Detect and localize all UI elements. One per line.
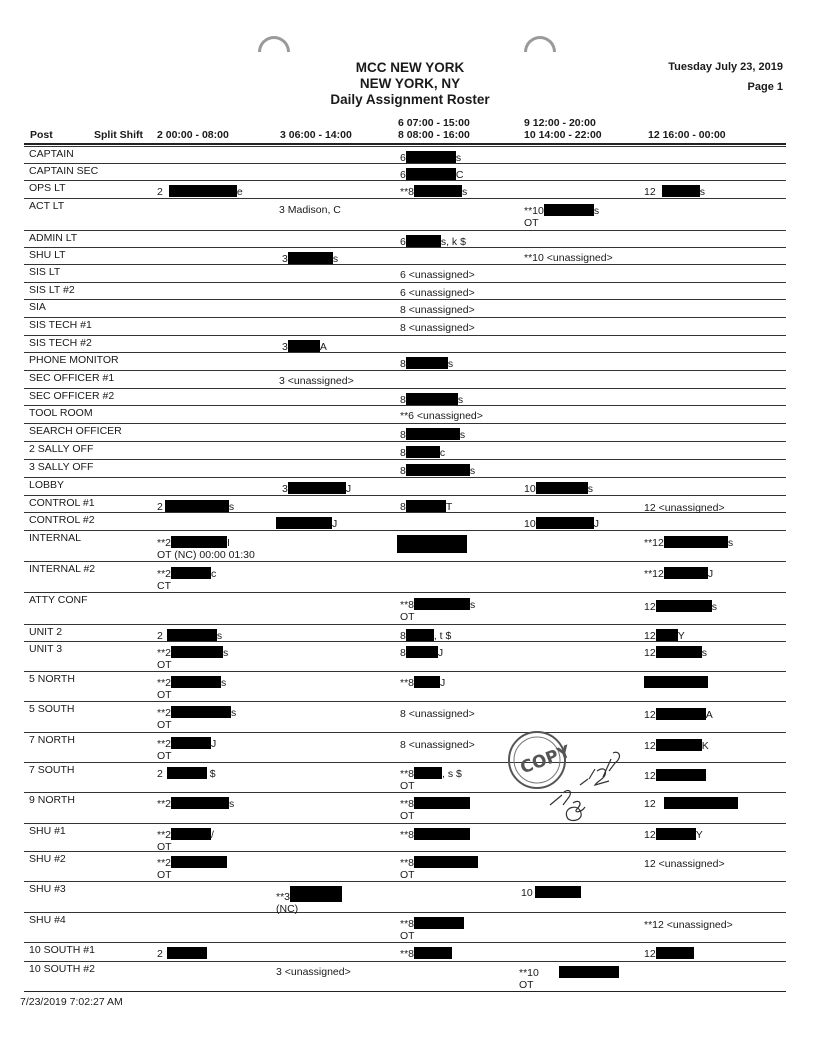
post-label: SHU LT (29, 249, 66, 261)
roster-row (24, 592, 786, 606)
shift-code: **8 (400, 948, 415, 960)
cell-unit3-8 (400, 646, 443, 659)
name-fragment: s (332, 253, 339, 265)
col-shift-6: 6 07:00 - 15:00 (398, 117, 470, 129)
cell-5north-8 (400, 676, 445, 689)
shift-code: **8 (400, 798, 415, 810)
post-label: SEARCH OFFICER (29, 425, 122, 437)
name-fragment: e (236, 186, 243, 198)
name-fragment: c (211, 568, 217, 580)
institution-location: NEW YORK, NY (359, 76, 461, 91)
cell-tool-6: **6 <unassigned> (400, 410, 483, 422)
name-fragment: A (319, 341, 327, 353)
cell-10south1-2 (157, 947, 207, 960)
shift-code: 8 (400, 630, 406, 642)
cell-shult-10: **10 <unassigned> (524, 252, 613, 264)
report-date: Tuesday July 23, 2019 (668, 61, 783, 73)
shift-code: **10 (519, 967, 539, 979)
name-fragment: J (345, 483, 352, 495)
cell-5north-2 (157, 676, 226, 701)
report-title: Daily Assignment Roster (330, 92, 490, 107)
cell-capsec-6 (400, 168, 463, 181)
shift-code: **12 (644, 537, 664, 549)
cell-10south2-10 (519, 966, 619, 991)
name-fragment: s (447, 358, 454, 370)
name-fragment: , s $ (442, 768, 462, 780)
cell-shu2-8 (400, 856, 478, 881)
cell-10south2-3: 3 <unassigned> (276, 966, 351, 978)
col-shift-2: 2 00:00 - 08:00 (157, 129, 229, 141)
cell-adminlt-6 (400, 235, 466, 248)
shift-code: 6 (400, 169, 406, 181)
cell-ctrl2-10 (524, 517, 599, 530)
name-fragment: $ (209, 768, 216, 780)
post-label: UNIT 2 (29, 626, 63, 638)
name-fragment: s (216, 630, 223, 642)
shift-code: **2 (157, 677, 172, 689)
cell-7north-8: 8 <unassigned> (400, 739, 475, 751)
cell-atty-12 (644, 600, 717, 613)
cell-lobby-10 (524, 482, 593, 495)
name-fragment: s (455, 152, 462, 164)
shift-code: **8 (400, 918, 415, 930)
cell-unit2-12 (644, 629, 685, 642)
col-shift-3: 3 06:00 - 14:00 (280, 129, 352, 141)
roster-row (24, 423, 786, 437)
post-label: ATTY CONF (29, 594, 88, 606)
overtime-flag: OT (400, 611, 415, 623)
overtime-flag: OT (400, 869, 415, 881)
shift-code: **10 (524, 205, 544, 217)
post-label: SHU #3 (29, 883, 66, 895)
overtime-flag: OT (400, 810, 415, 822)
name-fragment: / (211, 829, 214, 841)
cell-7north-2 (157, 737, 216, 762)
name-fragment: s (221, 677, 227, 689)
name-fragment: , t $ (433, 630, 452, 642)
roster-row (24, 146, 786, 160)
name-fragment: s (228, 501, 235, 513)
shift-code: 10 (524, 483, 536, 495)
shift-code: 12 (644, 770, 656, 782)
col-shift-9: 9 12:00 - 20:00 (524, 117, 596, 129)
name-fragment: J (211, 738, 217, 750)
shift-code: 2 (157, 186, 163, 198)
shift-code: 12 (644, 630, 656, 642)
post-label: 5 NORTH (29, 673, 75, 685)
shift-code: 12 (644, 709, 656, 721)
name-fragment: s (457, 394, 464, 406)
cell-shu2-2 (157, 856, 227, 881)
shift-code: 8 (400, 358, 406, 370)
cell-unit3-12 (644, 646, 707, 659)
roster-row (24, 388, 786, 402)
col-shift-8: 8 08:00 - 16:00 (398, 129, 470, 141)
post-label: INTERNAL #2 (29, 563, 96, 575)
overtime-flag: CT (157, 580, 171, 592)
cell-sally2-8 (400, 446, 445, 459)
overtime-flag: OT (524, 217, 539, 229)
col-shift-10: 10 14:00 - 22:00 (524, 129, 602, 141)
post-label: CAPTAIN (29, 148, 74, 160)
cell-shu2-12: 12 <unassigned> (644, 858, 725, 870)
cell-5south-12 (644, 708, 713, 721)
cell-shu4-8 (400, 917, 464, 942)
footer-rule (24, 991, 786, 992)
name-fragment: s (469, 465, 476, 477)
cell-unit2-8 (400, 629, 451, 642)
cell-sistech1-8: 8 <unassigned> (400, 322, 475, 334)
cell-search-8 (400, 428, 465, 441)
shift-code: 2 (157, 630, 163, 642)
cell-internal2-12 (644, 567, 713, 580)
non-contract-flag: (NC) (276, 903, 299, 915)
post-label: 9 NORTH (29, 794, 75, 806)
post-label: 5 SOUTH (29, 703, 75, 715)
shift-code: **3 (276, 891, 291, 903)
post-label: SHU #1 (29, 825, 66, 837)
name-fragment: s, k $ (440, 236, 466, 248)
shift-code: 12 (644, 829, 656, 841)
shift-code: **8 (400, 599, 415, 611)
roster-row (24, 441, 786, 455)
print-timestamp: 7/23/2019 7:02:27 AM (20, 996, 123, 1008)
cell-9north-8 (400, 797, 470, 822)
overtime-flag: OT (519, 979, 534, 991)
post-label: CONTROL #1 (29, 497, 95, 509)
shift-code: 12 (644, 740, 656, 752)
cell-actlt-3: 3 Madison, C (279, 204, 341, 216)
cell-secoff1-3: 3 <unassigned> (279, 375, 354, 387)
name-fragment: A (705, 709, 713, 721)
cell-shu4-12: **12 <unassigned> (644, 919, 733, 931)
post-label: 10 SOUTH #2 (29, 963, 95, 975)
shift-code: **8 (400, 768, 415, 780)
shift-code: 10 (521, 887, 533, 899)
shift-code: 8 (400, 647, 406, 659)
name-fragment: I (227, 537, 230, 549)
cell-shu1-8 (400, 828, 470, 841)
name-fragment: Y (695, 829, 703, 841)
name-fragment: s (711, 601, 717, 613)
name-fragment: C (455, 169, 464, 181)
post-label: CAPTAIN SEC (29, 165, 99, 177)
post-label: SEC OFFICER #1 (29, 372, 115, 384)
post-label: OPS LT (29, 182, 66, 194)
post-label: CONTROL #2 (29, 514, 95, 526)
cell-7south-12 (644, 769, 706, 782)
shift-code: **2 (157, 798, 172, 810)
post-label: ACT LT (29, 200, 65, 212)
col-post: Post (30, 129, 53, 141)
cell-opslt-12 (644, 185, 705, 198)
shift-code: 8 (400, 501, 406, 513)
shift-code: **8 (400, 677, 415, 689)
cell-sally3-8 (400, 464, 475, 477)
cell-opslt-2 (157, 185, 243, 198)
shift-code: 12 (644, 647, 656, 659)
name-fragment: s (587, 483, 593, 495)
name-fragment: Y (677, 630, 685, 642)
shift-code: 12 (644, 186, 656, 198)
overtime-flag: OT (157, 869, 172, 881)
cell-internal-2 (157, 536, 255, 561)
name-fragment: T (445, 501, 453, 513)
post-label: SIS LT #2 (29, 284, 75, 296)
shift-code: 2 (157, 948, 163, 960)
cell-sia-8: 8 <unassigned> (400, 304, 475, 316)
cell-10south1-8 (400, 947, 452, 960)
post-label: 3 SALLY OFF (29, 461, 94, 473)
post-label: SIS TECH #2 (29, 337, 92, 349)
shift-code: 2 (157, 501, 163, 513)
stamp-text: COPY (517, 741, 574, 779)
page-number: Page 1 (747, 81, 783, 93)
post-label: SIA (29, 301, 46, 313)
name-fragment: c (439, 447, 446, 459)
shift-code: **2 (157, 857, 172, 869)
col-shift-12: 12 16:00 - 00:00 (648, 129, 726, 141)
shift-code: **2 (157, 738, 172, 750)
cell-actlt-10 (524, 204, 599, 229)
name-fragment: s (231, 707, 237, 719)
header-rule (24, 143, 786, 145)
cell-shu3-3 (276, 886, 342, 915)
post-label: SHU #2 (29, 853, 66, 865)
cell-ctrl1-8 (400, 500, 452, 513)
cell-unit3-2 (157, 646, 228, 671)
cell-internal2-2 (157, 567, 216, 592)
cell-opslt-8 (400, 185, 467, 198)
cell-internal-8 (397, 535, 467, 554)
post-label: 2 SALLY OFF (29, 443, 94, 455)
cell-sistech2-3 (282, 340, 327, 353)
name-fragment: J (332, 518, 338, 530)
post-label: INTERNAL (29, 532, 81, 544)
cell-sislt2-6: 6 <unassigned> (400, 287, 475, 299)
name-fragment: J (437, 647, 444, 659)
shift-code: 2 (157, 768, 163, 780)
cell-shult-3 (282, 252, 338, 265)
shift-code: **2 (157, 568, 172, 580)
cell-secoff2-8 (400, 393, 463, 406)
shift-code: 8 (400, 429, 406, 441)
cell-shu1-12 (644, 828, 703, 841)
cell-7south-2 (157, 767, 216, 780)
cell-5south-8: 8 <unassigned> (400, 708, 475, 720)
shift-code: **8 (400, 186, 415, 198)
cell-atty-8 (400, 598, 475, 623)
cell-7south-8 (400, 767, 462, 792)
shift-code: **8 (400, 857, 415, 869)
cell-9north-2 (157, 797, 234, 810)
post-label: SIS LT (29, 266, 61, 278)
col-split-shift: Split Shift (94, 129, 143, 141)
cell-5south-2 (157, 706, 236, 731)
name-fragment: s (459, 429, 466, 441)
overtime-flag: OT (157, 689, 172, 701)
cell-10south1-12 (644, 947, 694, 960)
name-fragment: s (470, 599, 476, 611)
post-label: 7 NORTH (29, 734, 75, 746)
cell-captain-6 (400, 151, 461, 164)
shift-code: 3 (282, 253, 288, 265)
name-fragment: s (593, 205, 600, 217)
institution-name: MCC NEW YORK (355, 60, 465, 75)
cell-phone-8 (400, 357, 453, 370)
cell-7north-12 (644, 739, 709, 752)
overtime-flag: OT (400, 930, 415, 942)
roster-row (24, 352, 786, 366)
roster-row (24, 671, 786, 685)
roster-row (24, 335, 786, 349)
name-fragment: J (707, 568, 714, 580)
shift-code: **2 (157, 707, 172, 719)
shift-code: **2 (157, 537, 172, 549)
name-fragment: s (699, 186, 705, 198)
shift-code: 6 (400, 236, 406, 248)
shift-code: **8 (400, 829, 415, 841)
shift-code: 8 (400, 394, 406, 406)
cell-lobby-3 (282, 482, 351, 495)
name-fragment: s (462, 186, 468, 198)
name-fragment: J (593, 518, 599, 530)
name-fragment: s (701, 647, 707, 659)
cell-ctrl1-12: 12 <unassigned> (644, 502, 725, 514)
shift-code: 10 (524, 518, 536, 530)
shift-code: 3 (282, 483, 288, 495)
shift-code: **2 (157, 829, 172, 841)
punch-hole-right (524, 36, 556, 52)
cell-ctrl2-3 (276, 517, 337, 530)
shift-code: 3 (282, 341, 288, 353)
post-label: 10 SOUTH #1 (29, 944, 95, 956)
cell-shu3-10 (521, 886, 581, 899)
cell-internal-12 (644, 536, 733, 549)
overtime-flag: OT (157, 719, 172, 731)
cell-unit2-2 (157, 629, 222, 642)
post-label: TOOL ROOM (29, 407, 93, 419)
shift-code: 12 (644, 798, 656, 810)
report-header (270, 60, 550, 108)
post-label: SHU #4 (29, 914, 66, 926)
overtime-flag: OT (157, 841, 172, 853)
shift-code: 12 (644, 601, 656, 613)
shift-code: 8 (400, 447, 406, 459)
name-fragment: s (223, 647, 229, 659)
roster-row (24, 459, 786, 473)
overtime-flag: OT (157, 659, 172, 671)
overtime-note: OT (NC) 00:00 01:30 (157, 549, 255, 561)
post-label: PHONE MONITOR (29, 354, 119, 366)
post-label: SEC OFFICER #2 (29, 390, 115, 402)
post-label: ADMIN LT (29, 232, 78, 244)
shift-code: 6 (400, 152, 406, 164)
overtime-flag: OT (400, 780, 415, 792)
name-fragment: J (440, 677, 446, 689)
name-fragment: s (727, 537, 734, 549)
post-label: SIS TECH #1 (29, 319, 92, 331)
post-label: LOBBY (29, 479, 65, 491)
overtime-flag: OT (157, 750, 172, 762)
shift-code: **12 (644, 568, 664, 580)
punch-hole-left (258, 36, 290, 52)
cell-ctrl1-2 (157, 500, 234, 513)
cell-5north-12 (644, 676, 708, 689)
cell-9north-12 (644, 797, 738, 810)
shift-code: 12 (644, 948, 656, 960)
cell-shu1-2 (157, 828, 214, 853)
handwritten-date (545, 745, 625, 835)
cell-sislt-6: 6 <unassigned> (400, 269, 475, 281)
name-fragment: K (701, 740, 709, 752)
shift-code: **2 (157, 647, 172, 659)
post-label: 7 SOUTH (29, 764, 75, 776)
name-fragment: s (229, 798, 235, 810)
post-label: UNIT 3 (29, 643, 63, 655)
shift-code: 8 (400, 465, 406, 477)
